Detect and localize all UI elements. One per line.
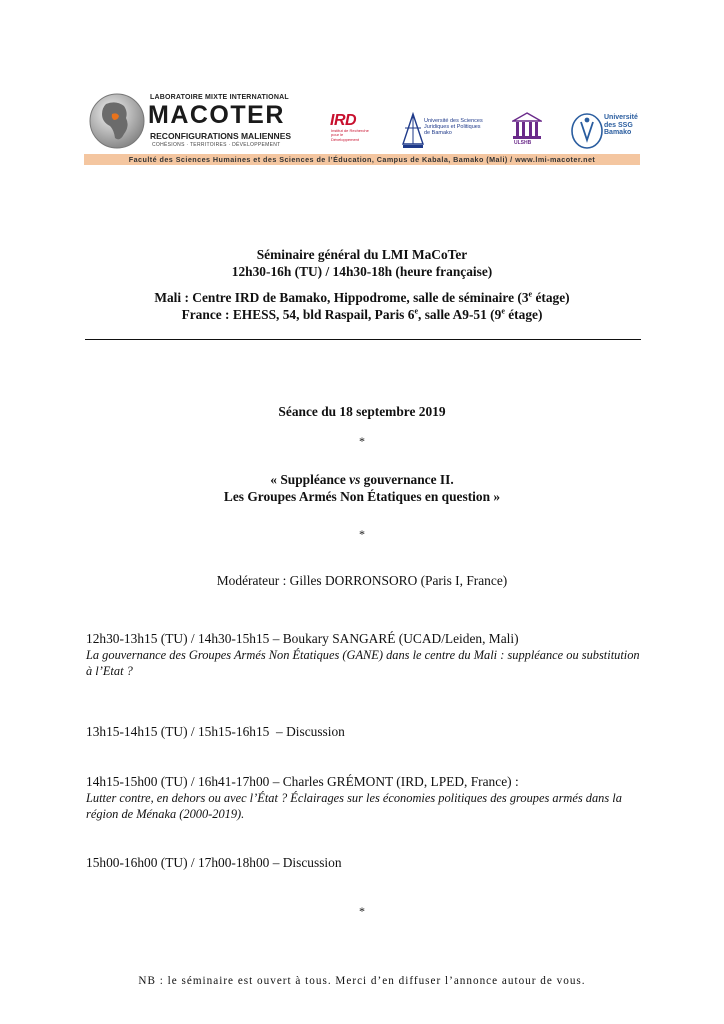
emblem-icon (570, 112, 604, 150)
ulshb-name: ULSHB (514, 140, 532, 146)
lab-name: MACOTER (148, 101, 285, 129)
divider-line (85, 339, 641, 340)
ulshb-logo (512, 112, 544, 150)
separator-star: * (359, 904, 365, 918)
program-item (86, 855, 646, 871)
ussgb-name (604, 114, 638, 137)
program-slot: 13h15-14h15 (TU) / 15h15-16h15 – Discussion (86, 724, 345, 739)
moderator: Modérateur : Gilles DORRONSORO (Paris I, France) (216, 573, 508, 588)
address-bar: Faculté des Sciences Humaines et des Sciences de l’Éducation, Campus de Kabala, Bamako (Mali) / www.lmi-macoter.net (84, 154, 640, 165)
program-slot: 14h15-15h00 (TU) / 16h41-17h00 – Charles GRÉMONT (IRD, LPED, France) : (86, 774, 519, 789)
lab-tagline: COHÉSIONS · TERRITOIRES · DÉVELOPPEMENT (152, 142, 281, 148)
seminar-heading (0, 246, 724, 280)
program-title: La gouvernance des Groupes Armés Non Étatiques (GANE) dans le centre du Mali : suppléance ou substitution à l’Etat ? (86, 648, 640, 678)
lmi-label: LABORATOIRE MIXTE INTERNATIONAL (150, 94, 289, 101)
mali-location: Mali : Centre IRD de Bamako, Hippodrome, salle de séminaire (3e étage) (154, 289, 570, 305)
seminar-title: Séminaire général du LMI MaCoTer (256, 247, 468, 262)
footer-note: NB : le séminaire est ouvert à tous. Merci d’en diffuser l’annonce autour de vous. (138, 975, 586, 987)
separator-star: * (359, 527, 365, 541)
lab-subtitle: RECONFIGURATIONS MALIENNES (150, 131, 292, 141)
usjpb-logo (402, 112, 490, 152)
usjpb-name: Université des Sciences Juridiques et Politiques de Bamako (424, 118, 483, 136)
theme-line1: « Suppléance vs gouvernance II. (270, 472, 454, 487)
ussgb-logo (570, 112, 640, 152)
scales-icon (402, 112, 424, 150)
ird-name: IRD (330, 112, 357, 129)
ussgb-line3: Bamako (604, 129, 632, 136)
ird-subtitle: Institut de Recherche pour le Développement (331, 128, 369, 142)
ird-logo (330, 112, 370, 150)
seminar-time: 12h30-16h (TU) / 14h30-18h (heure française) (231, 264, 493, 279)
ussgb-line2: des SSG (604, 121, 633, 129)
program-item (86, 724, 646, 740)
program-title: Lutter contre, en dehors ou avec l’État ? Éclairages sur les économies politiques des groupes armés dans la région de Ménaka (2000-2019). (86, 791, 622, 821)
session-theme (0, 471, 724, 505)
program-slot: 15h00-16h00 (TU) / 17h00-18h00 – Discussion (86, 855, 342, 870)
ussgb-line1: Université (604, 114, 638, 121)
program-item (86, 631, 646, 679)
building-icon (512, 112, 542, 140)
separator-star: * (359, 434, 365, 448)
session-date: Séance du 18 septembre 2019 (278, 404, 446, 419)
theme-line2: Les Groupes Armés Non Étatiques en question » (223, 489, 501, 504)
program-item (86, 774, 646, 822)
macoter-logo (88, 88, 292, 152)
program-slot: 12h30-13h15 (TU) / 14h30-15h15 – Boukary SANGARÉ (UCAD/Leiden, Mali) (86, 631, 519, 646)
france-location: France : EHESS, 54, bld Raspail, Paris 6e, salle A9-51 (9e étage) (181, 306, 543, 322)
seminar-locations (0, 289, 724, 323)
globe-icon (88, 92, 146, 150)
